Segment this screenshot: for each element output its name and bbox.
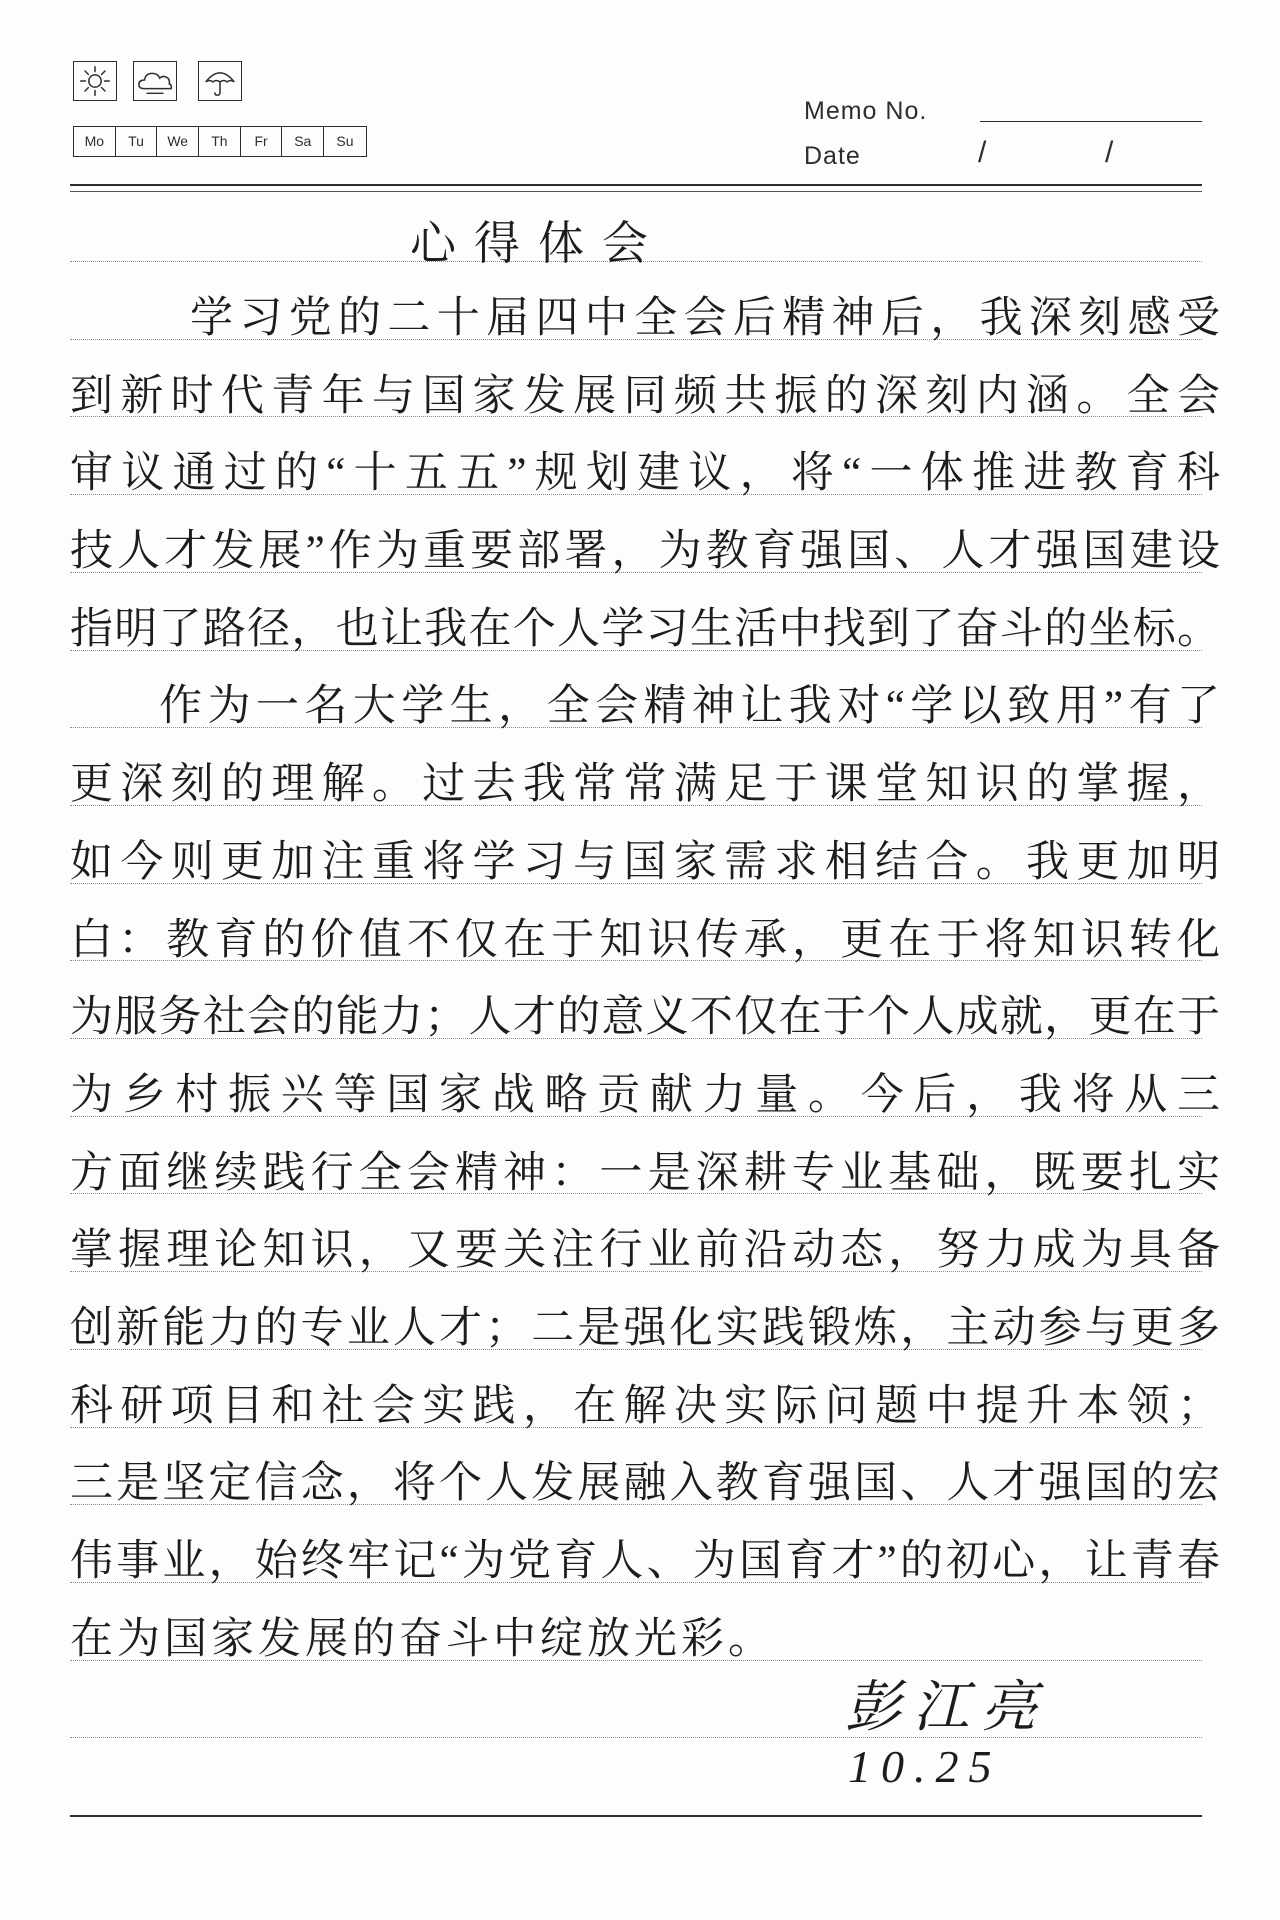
date-separator: / (1105, 136, 1114, 169)
signature-date: 10.25 (848, 1741, 1002, 1792)
text-line: 创新能力的专业人才；二是强化实践锻炼，主动参与更多 (70, 1304, 1220, 1352)
sun-icon (73, 61, 117, 101)
date-separator: / (978, 136, 987, 169)
text-line: 审议通过的“十五五”规划建议，将“一体推进教育科 (70, 450, 1220, 498)
text-line: 学习党的二十届四中全会后精神后，我深刻感受 (190, 295, 1220, 342)
weekday-th: Th (199, 127, 241, 156)
weekday-we: We (157, 127, 199, 156)
text-line: 更深刻的理解。过去我常常满足于课堂知识的掌握， (70, 761, 1220, 809)
text-line: 如今则更加注重将学习与国家需求相结合。我更加明 (70, 838, 1220, 886)
cloud-icon (133, 61, 177, 101)
text-line: 方面继续践行全会精神：一是深耕专业基础，既要扎实 (70, 1149, 1220, 1197)
text-line: 科研项目和社会实践，在解决实际问题中提升本领； (70, 1382, 1220, 1430)
text-line: 白：教育的价值不仅在于知识传承，更在于将知识转化 (70, 916, 1220, 964)
weekday-sa: Sa (282, 127, 324, 156)
header-rule (70, 184, 1202, 186)
weekday-su: Su (336, 133, 354, 149)
text-line: 伟事业，始终牢记“为党育人、为国育才”的初心，让青春 (70, 1538, 1220, 1585)
text-line: 在为国家发展的奋斗中绽放光彩。 (70, 1615, 775, 1663)
text-line: 三是坚定信念，将个人发展融入教育强国、人才强国的宏 (70, 1460, 1220, 1508)
text-line: 作为一名大学生，全会精神让我对“学以致用”有了 (159, 683, 1220, 731)
memo-no-field-line (980, 121, 1202, 122)
weekday-fr: Fr (241, 127, 283, 156)
bottom-rule (70, 1815, 1202, 1817)
weekday-selector (73, 126, 367, 157)
signature: 彭江亮 (845, 1677, 1049, 1739)
header-rule (70, 191, 1202, 192)
umbrella-icon (198, 61, 242, 101)
text-line: 为乡村振兴等国家战略贡献力量。今后，我将从三 (70, 1071, 1220, 1119)
text-line: 技人才发展”作为重要部署，为教育强国、人才强国建设 (70, 528, 1220, 576)
memo-body (70, 280, 1220, 1678)
date-label: Date (804, 142, 861, 170)
weekday-mo: Mo (74, 127, 116, 156)
text-line: 为服务社会的能力；人才的意义不仅在于个人成就，更在于 (70, 994, 1220, 1042)
text-line: 到新时代青年与国家发展同频共振的深刻内涵。全会 (70, 372, 1220, 420)
memo-no-label: Memo No. (804, 97, 928, 125)
memo-title: 心得体会 (410, 218, 666, 269)
text-line: 掌握理论知识，又要关注行业前沿动态，努力成为具备 (70, 1227, 1220, 1275)
text-line: 指明了路径，也让我在个人学习生活中找到了奋斗的坐标。 (70, 605, 1220, 653)
weekday-tu: Tu (116, 127, 158, 156)
